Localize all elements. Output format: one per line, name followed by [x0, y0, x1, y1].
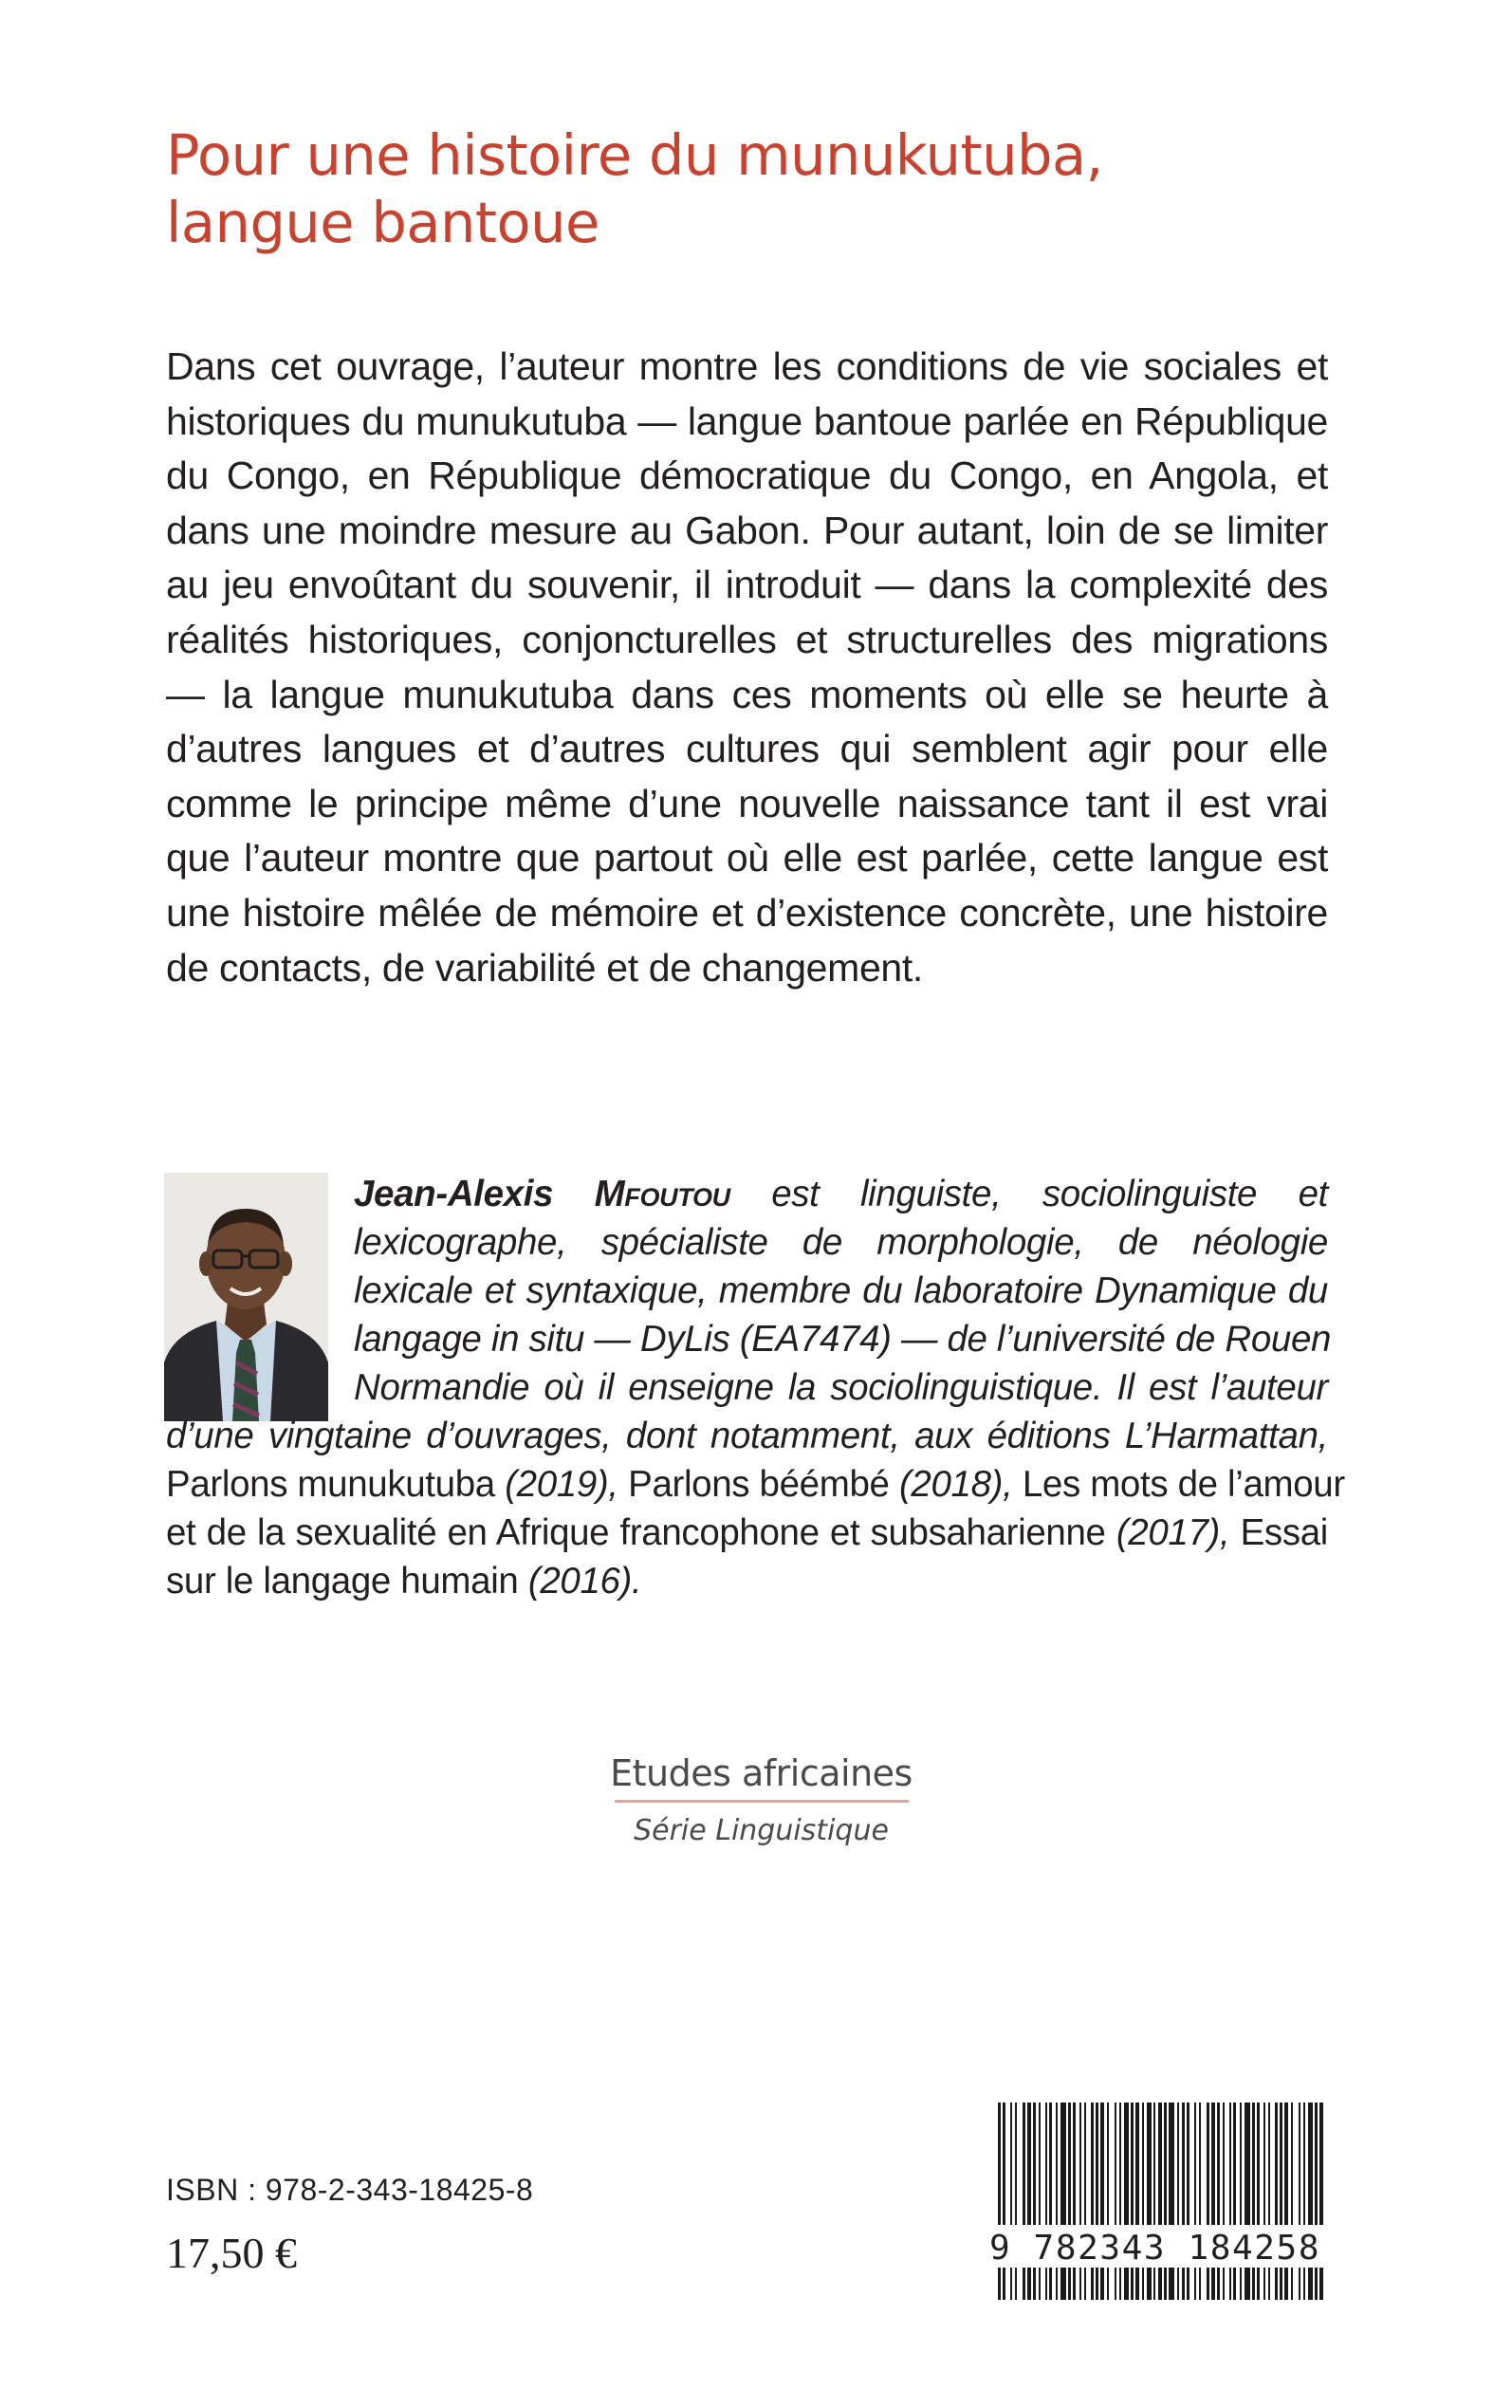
summary-line: de contacts, de variabilité et de changement.	[166, 945, 923, 990]
barcode-bar	[1268, 2102, 1270, 2300]
bio-line	[166, 1460, 1345, 1509]
barcode-bar	[1142, 2102, 1144, 2300]
book-title-ref: sur le langage humain	[166, 1561, 519, 1602]
barcode-bar	[998, 2102, 1001, 2300]
barcode-bar	[1060, 2102, 1066, 2300]
barcode-bar	[1039, 2102, 1041, 2300]
barcode-bar	[1245, 2102, 1250, 2300]
series-divider	[615, 1800, 909, 1803]
bio-text: d’une vingtaine d’ouvrages, dont notamment, aux éditions L’Harmattan,	[166, 1416, 1328, 1456]
barcode-bar	[1240, 2102, 1242, 2300]
book-title	[166, 121, 1361, 256]
summary-line: réalités historiques, conjoncturelles et structurelles des migrations	[166, 617, 1328, 661]
barcode-bar	[1207, 2102, 1209, 2300]
bio-line	[166, 1267, 1328, 1315]
barcode-bar	[1319, 2102, 1323, 2300]
barcode-bar	[1275, 2102, 1278, 2300]
barcode-bar	[1315, 2102, 1318, 2300]
barcode-bar	[1233, 2102, 1236, 2300]
barcode-bar	[1252, 2102, 1255, 2300]
barcode-bar	[1096, 2102, 1098, 2300]
bio-text: est linguiste, sociolinguiste et	[771, 1174, 1328, 1214]
barcode-bar	[1119, 2102, 1121, 2300]
summary-line: Dans cet ouvrage, l’auteur montre les conditions de vie sociales et	[166, 344, 1328, 388]
summary-line: dans une moindre mesure au Gabon. Pour autant, loin de se limiter	[166, 508, 1328, 552]
barcode-bar	[1033, 2102, 1036, 2300]
summary-line: du Congo, en République démocratique du Congo, en Angola, et	[166, 454, 1328, 498]
book-year: (2018),	[898, 1464, 1013, 1505]
book-title-ref: Essai	[1240, 1512, 1328, 1553]
book-year: (2019),	[505, 1464, 618, 1505]
barcode-bar	[1263, 2102, 1265, 2300]
barcode-bar	[1045, 2102, 1047, 2300]
barcode-bar	[1147, 2102, 1152, 2300]
bio-line	[166, 1218, 1328, 1267]
barcode-bar	[1091, 2102, 1094, 2300]
book-title-ref: et de la sexualité en Afrique francophone et subsaharienne	[166, 1512, 1106, 1553]
author-last-name: Mfoutou	[594, 1174, 730, 1214]
book-year: (2016).	[527, 1561, 642, 1602]
bio-line	[166, 1509, 1328, 1557]
bio-text: Normandie où il enseigne la sociolinguistique. Il est l’auteur	[354, 1367, 1328, 1408]
barcode-bar	[1194, 2102, 1196, 2300]
barcode-bars	[994, 2102, 1329, 2300]
barcode-bar	[1223, 2102, 1225, 2300]
bio-text: lexicale et syntaxique, membre du laboratoire Dynamique du	[354, 1270, 1328, 1311]
book-title-ref: Parlons munukutuba	[166, 1464, 495, 1505]
barcode-bar	[1079, 2102, 1081, 2300]
barcode-bar	[1284, 2102, 1288, 2300]
barcode-bar	[1229, 2102, 1231, 2300]
book-title-line-1: Pour une histoire du munukutuba,	[166, 122, 1103, 188]
barcode-bar	[1158, 2102, 1162, 2300]
barcode	[994, 2102, 1329, 2300]
summary-line: que l’auteur montre que partout où elle est parlée, cette langue est	[166, 836, 1328, 880]
summary-line: — la langue munukutuba dans ces moments où elle se heurte à	[166, 672, 1328, 716]
barcode-bar	[1291, 2102, 1293, 2300]
book-year: (2017),	[1116, 1512, 1230, 1553]
barcode-bar	[1182, 2102, 1185, 2300]
barcode-bar	[1015, 2102, 1017, 2300]
barcode-bar	[1124, 2102, 1129, 2300]
barcode-bar	[1303, 2102, 1305, 2300]
barcode-bar	[1308, 2102, 1313, 2300]
barcode-bar	[1257, 2102, 1260, 2300]
summary-line: comme le principe même d’une nouvelle naissance tant il est vrai	[166, 781, 1328, 825]
series-block	[493, 1750, 1029, 1848]
barcode-bar	[1177, 2102, 1179, 2300]
bio-line	[166, 1170, 1328, 1218]
author-bio	[166, 1170, 1345, 1605]
barcode-bar	[1084, 2102, 1086, 2300]
barcode-bar	[1131, 2102, 1134, 2300]
book-summary	[166, 340, 1328, 995]
series-subtitle: Série Linguistique	[634, 1814, 889, 1847]
barcode-bar	[1169, 2102, 1174, 2300]
barcode-bar	[1068, 2102, 1071, 2300]
barcode-bar	[1023, 2102, 1025, 2300]
barcode-number: 9 782343 184258	[989, 2225, 1340, 2268]
barcode-bar	[1187, 2102, 1189, 2300]
barcode-bar	[1003, 2102, 1005, 2300]
summary-line: une histoire mêlée de mémoire et d’existence concrète, une histoire	[166, 890, 1328, 935]
price: 17,50 €	[166, 2229, 297, 2277]
summary-line: d’autres langues et d’autres cultures qui semblent agir pour elle	[166, 727, 1328, 771]
bio-text: langage in situ — DyLis (EA7474) — de l’université de Rouen	[354, 1319, 1332, 1360]
barcode-bar	[1056, 2102, 1058, 2300]
barcode-bar	[1280, 2102, 1282, 2300]
book-title-ref: Parlons béémbé	[628, 1464, 890, 1505]
summary-line: historiques du munukutuba — langue bantoue parlée en République	[166, 398, 1328, 443]
book-title-line-2: langue bantoue	[166, 190, 599, 255]
isbn: ISBN : 978-2-343-18425-8	[166, 2173, 534, 2207]
bio-line	[166, 1557, 1328, 1605]
barcode-bar	[1135, 2102, 1139, 2300]
barcode-bar	[1211, 2102, 1215, 2300]
barcode-bar	[1217, 2102, 1220, 2300]
book-title-ref: Les mots de l’amour	[1022, 1464, 1345, 1505]
barcode-bar	[1164, 2102, 1167, 2300]
barcode-bar	[1100, 2102, 1104, 2300]
bio-text: lexicographe, spécialiste de morphologie, de néologie	[354, 1222, 1328, 1263]
barcode-bar	[1153, 2102, 1155, 2300]
barcode-bar	[1299, 2102, 1300, 2300]
barcode-bar	[1107, 2102, 1109, 2300]
barcode-bar	[1010, 2102, 1012, 2300]
bio-line	[166, 1412, 1328, 1460]
author-first-name: Jean-Alexis	[354, 1174, 554, 1214]
summary-line: au jeu envoûtant du souvenir, il introduit — dans la complexité des	[166, 563, 1328, 607]
bio-line	[166, 1363, 1328, 1412]
barcode-bar	[1199, 2102, 1201, 2300]
barcode-bar	[1027, 2102, 1031, 2300]
barcode-bar	[1115, 2102, 1116, 2300]
bio-line	[166, 1315, 1332, 1363]
series-name: Etudes africaines	[610, 1752, 913, 1794]
barcode-bar	[1073, 2102, 1076, 2300]
barcode-bar	[1049, 2102, 1052, 2300]
